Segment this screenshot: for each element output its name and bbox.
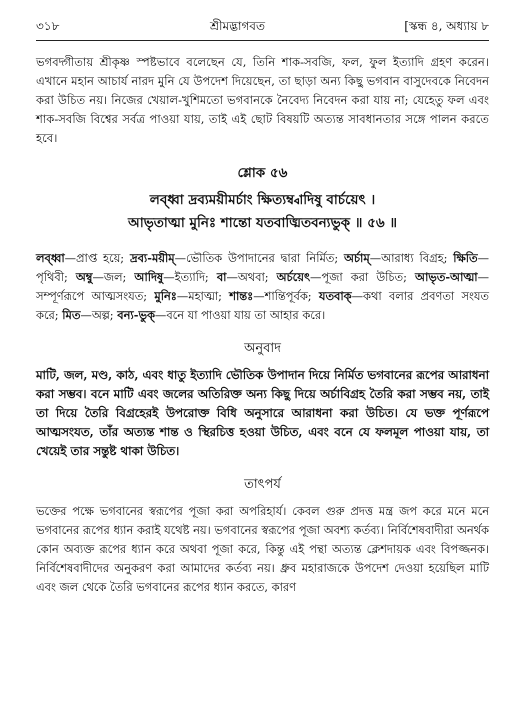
- synonym-meaning: অথবা;: [237, 270, 269, 284]
- synonym-word: মিত: [62, 308, 81, 322]
- synonym-word: বা: [216, 270, 227, 284]
- header-rule: [36, 40, 489, 41]
- synonym-word: মুনিঃ: [154, 289, 177, 303]
- synonym-meaning: পূজা করা উচিত;: [321, 270, 407, 284]
- purport-title: তাৎপর্য: [244, 477, 281, 492]
- synonym-word: আভৃত-আত্মা: [415, 270, 478, 284]
- synonym-meaning: জল;: [103, 270, 127, 284]
- synonym-word: শান্তঃ: [229, 289, 254, 303]
- synonym-word: অর্চাম্: [344, 251, 370, 265]
- synonym-word: ক্ষিতি: [453, 251, 478, 265]
- synonym-meaning: প্রাপ্ত হয়ে;: [76, 251, 125, 265]
- verse-line-2: আভৃতাত্মা মুনিঃ শান্তো যতবাঙ্মিতবন্যভুক্ ॥ ৫৬ ॥: [127, 215, 398, 231]
- synonym-meaning: বনে যা পাওয়া যায় তা আহার করে।: [166, 308, 326, 322]
- synonym-meaning: শান্তিপূর্বক;: [264, 289, 312, 303]
- purport-text: ভক্তের পক্ষে ভগবানের স্বরূপের পূজা করা অপরিহার্য। কেবল গুরু প্রদত্ত মন্ত্র জপ করে মনে মনে ভগবানের রূপের ধ্যান করাই যথেষ্ট নয়। ভগবানের স্বরূপের পূজা অবশ্য কর্তব্য। নির্বিশেষবাদীরা অনর্থক কোন অব্যক্ত রূপের ধ্যান করে অথবা পূজা করে, কিন্তু এই পন্থা অত্যন্ত ক্লেশদায়ক এবং বিপজ্জনক। নির্বিশেষবাদীদের অনুকরণ করা আমাদের কর্তব্য নয়। ধ্রুব মহারাজকে উপদেশ দেওয়া হয়েছিল মাটি এবং জল থেকে তৈরি ভগবানের রূপের ধ্যান করতে, কারণ: [36, 504, 489, 594]
- synonym-word: দ্রব্য-ময়ীম্: [130, 251, 175, 265]
- translation-title: অনুবাদ: [244, 341, 281, 356]
- synonym-word: অর্চয়েৎ: [276, 270, 311, 284]
- verse-line-1: লব্ধ্বা দ্রব্যময়ীমর্চাং ক্ষিত্যম্ব্বাদিষু বার্চয়েৎ ।: [149, 192, 376, 208]
- synonym-word: আদিষু: [134, 270, 164, 284]
- synonym-word: বন্য-ভুক্: [117, 308, 155, 322]
- synonym-meaning: ইত্যাদি;: [174, 270, 209, 284]
- page-header: [36, 18, 489, 38]
- synonym-word: লব্ধ্বা: [36, 251, 65, 265]
- synonym-meaning: সম্পূর্ণরূপে আত্মসংযত;: [36, 289, 148, 303]
- book-title: শ্রীমদ্ভাগবত: [209, 19, 265, 33]
- verse-title: শ্লোক ৫৬: [237, 165, 288, 181]
- synonym-meaning: পৃথিবী;: [36, 270, 68, 284]
- translation-text: মাটি, জল, মণ্ড, কাঠ, এবং ধাতু ইত্যাদি ভৌতিক উপাদান দিয়ে নির্মিত ভগবানের রূপের আরাধনা করা সম্ভব। বনে মাটি এবং জলের অতিরিক্ত অন্য কিছু দিয়ে অর্চাবিগ্রহ তৈরি করা সম্ভব নয়, তাই তা দিয়ে তৈরি বিগ্রহেরই উপরোক্ত বিধি অনুসারে আরাধনা করা উচিত। যে ভক্ত পূর্ণরূপে আত্মসংযত, তাঁর অত্যন্ত শান্ত ও স্থিরচিত্ত হওয়া উচিত, এবং বনে যে ফলমূল পাওয়া যায়, তা খেয়েই তার সন্তুষ্ট থাকা উচিত।: [36, 368, 489, 458]
- synonym-meaning: কথা বলার প্রবণতা সংযত করে;: [36, 289, 489, 322]
- synonym-word: অম্বু: [75, 270, 93, 284]
- synonym-meaning: ভৌতিক উপাদানের দ্বারা নির্মিত;: [185, 251, 339, 265]
- page-number: ৩১৮: [36, 19, 60, 33]
- intro-paragraph: ভগবদ্গীতায় শ্রীকৃষ্ণ স্পষ্টভাবে বলেছেন যে, তিনি শাক-সবজি, ফল, ফুল ইত্যাদি গ্রহণ করেন। এখানে মহান আচার্য নারদ মুনি যে উপদেশ দিয়েছেন, তা ছাড়া অন্য কিছু ভগবান বাসুদেবকে নিবেদন করা উচিত নয়। নিজের খেয়াল-খুশিমতো ভগবানকে নৈবেদ্য নিবেদন করা যায় না; যেহেতু ফল এবং শাক-সবজি বিশ্বের সর্বত্র পাওয়া যায়, তাই এই ছোট বিষয়টি অত্যন্ত সাবধানতার সঙ্গে পালন করতে হবে।: [36, 55, 489, 145]
- synonym-word: যতবাক্: [318, 289, 352, 303]
- synonym-meaning: অল্প;: [91, 308, 114, 322]
- section-label: [স্কন্ধ ৪, অধ্যায় ৮: [404, 19, 489, 33]
- synonym-meaning: মহাত্মা;: [188, 289, 222, 303]
- synonym-meaning: আরাধ্য বিগ্রহ;: [381, 251, 448, 265]
- word-meanings: লব্ধ্বা—প্রাপ্ত হয়ে; দ্রব্য-ময়ীম্—ভৌতিক উপাদানের দ্বারা নির্মিত; অর্চাম্—আরাধ্য বিগ্রহ; ক্ষিতি—পৃথিবী; অম্বু—জল; আদিষু—ইত্যাদি; বা—অথবা; অর্চয়েৎ—পূজা করা উচিত; আভৃত-আত্মা—সম্পূর্ণরূপে আত্মসংযত; মুনিঃ—মহাত্মা; শান্তঃ—শান্তিপূর্বক; যতবাক্—কথা বলার প্রবণতা সংযত করে; মিত—অল্প; বন্য-ভুক্—বনে যা পাওয়া যায় তা আহার করে।: [36, 251, 490, 322]
